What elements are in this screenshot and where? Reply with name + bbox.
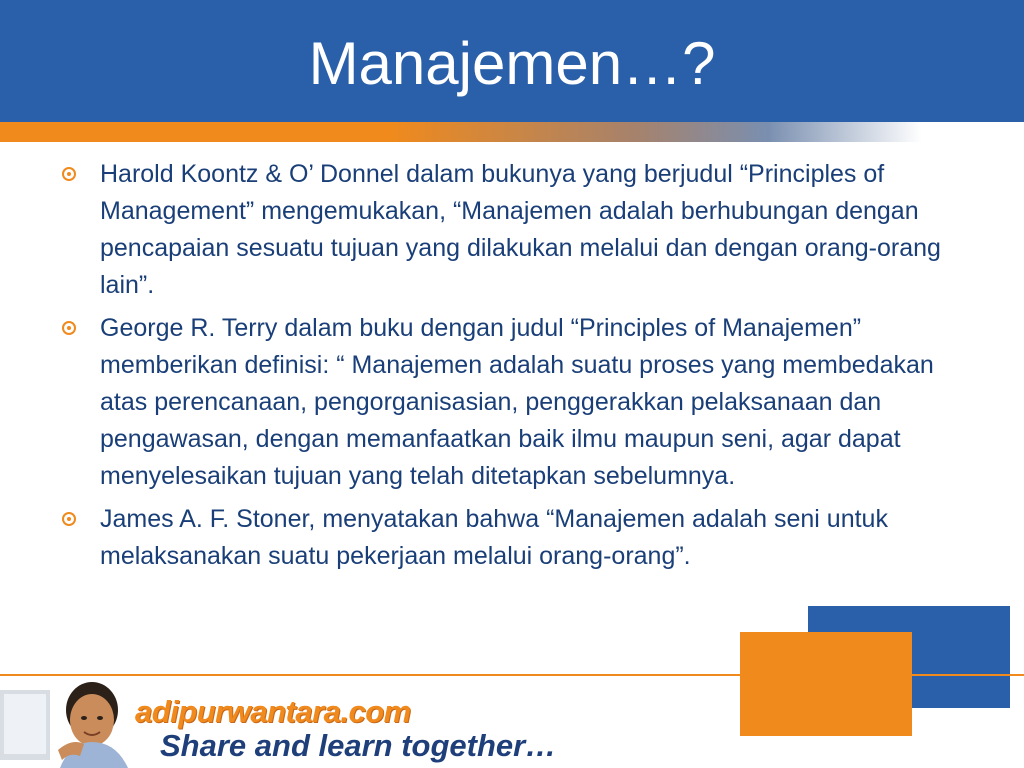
bullet-item bbox=[62, 501, 972, 575]
person-avatar bbox=[0, 680, 145, 768]
bullet-text: Harold Koontz & O’ Donnel dalam bukunya yang berjudul “Principles of Management” mengemukakan, “Manajemen adalah berhubungan dengan pencapaian sesuatu tujuan yang dilakukan melalui dan dengan orang-orang lain”. bbox=[100, 160, 941, 299]
bullet-text: James A. F. Stoner, menyatakan bahwa “Manajemen adalah seni untuk melaksanakan suatu pekerjaan melalui orang-orang”. bbox=[100, 505, 888, 570]
slide-title: Manajemen…? bbox=[308, 30, 716, 97]
accent-strip bbox=[0, 122, 1024, 142]
bullet-text: George R. Terry dalam buku dengan judul “Principles of Manajemen” memberikan definisi: “ Manajemen adalah suatu proses yang membedakan atas perencanaan, pengorganisasian, penggerakkan pelaksanaan dan pengawasan, dengan memanfaatkan baik ilmu maupun seni, agar dapat menyelesaikan tujuan yang telah ditetapkan sebelumnya. bbox=[100, 314, 934, 490]
content-area bbox=[62, 156, 972, 581]
circle-dot-icon bbox=[62, 321, 76, 335]
tagline: Share and learn together… bbox=[160, 728, 557, 763]
bullet-item bbox=[62, 310, 972, 495]
decorative-orange-block bbox=[740, 632, 912, 736]
circle-dot-icon bbox=[62, 167, 76, 181]
site-name: adipurwantara.com bbox=[135, 694, 411, 729]
bullet-item bbox=[62, 156, 972, 304]
circle-dot-icon bbox=[62, 512, 76, 526]
footer-divider bbox=[0, 674, 1024, 676]
bullet-list bbox=[62, 156, 972, 575]
